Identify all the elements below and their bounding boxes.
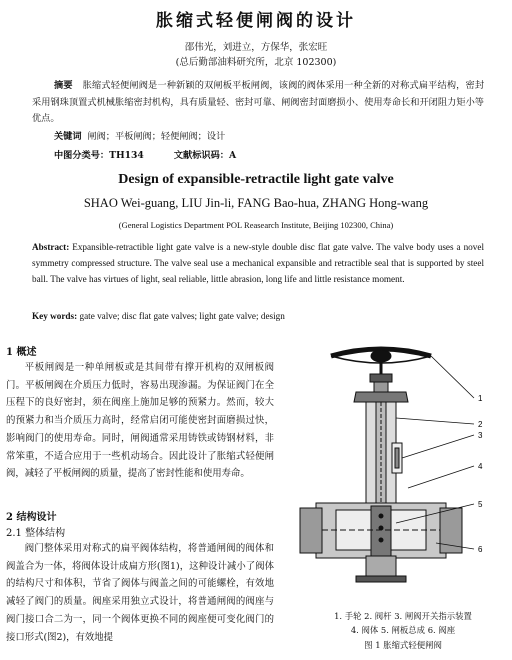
authors-en: SHAO Wei-guang, LIU Jin-li, FANG Bao-hua, ZHANG Hong-wang bbox=[83, 196, 429, 210]
figure-legend-line-2: 4. 阀体 5. 闸板总成 6. 阀座 bbox=[350, 625, 456, 635]
keywords-cn-label: 关键词 bbox=[54, 131, 82, 142]
clc-value: TH134 bbox=[109, 150, 144, 161]
keywords-en bbox=[32, 311, 484, 321]
figure-caption: 图 1 胀缩式轻便闸阀 bbox=[364, 640, 442, 650]
title-en: Design of expansible-retractile light gate valve bbox=[118, 172, 394, 187]
section2-1-heading: 2.1 整体结构 bbox=[6, 528, 66, 539]
section1-heading: 1 概述 bbox=[6, 347, 37, 358]
figure-label-4: 4 bbox=[478, 462, 483, 471]
abstract-cn-text: 胀缩式轻便闸阀是一种新颖的双闸板平板闸阀，该阀的阀体采用一种全新的对称式扁平结构，密封采用钢珠顶置式机械胀缩密封机构，具有质量轻、密封可靠、闸阀密封面磨损小、使用寿命长和开闭阻力矩小等优点。 bbox=[32, 80, 485, 124]
gate-valve-figure bbox=[296, 338, 502, 608]
clc-label: 中图分类号： bbox=[54, 150, 110, 161]
abstract-en bbox=[32, 240, 484, 287]
affiliation-cn: (总后勤部油料研究所，北京 102300) bbox=[175, 57, 337, 68]
section2-paragraph: 阀门整体采用对称式的扁平阀体结构，将普通闸阀的阀体和阀盖合为一体，将阀体设计成扁方形(图1)，这种设计减小了阀体的结构尺寸和体积，节省了阀体与阀盖之间的可能螺栓，有效地减轻了阀门的质量。阀座采用独立式设计，将普通闸阀的阀座与阀门接口合二为一，同一个阀体更换不同的阀座便可变化阀门的接口形式(图2)，有效地提 bbox=[6, 543, 274, 643]
section2-body bbox=[6, 540, 274, 646]
figure-legend-line-1: 1. 手轮 2. 阀杆 3. 闸阀开关指示装置 bbox=[334, 611, 472, 621]
affiliation-en: (General Logistics Department POL Reasearch Institute, Beijing 102300, China) bbox=[118, 220, 394, 230]
keywords-cn bbox=[54, 128, 225, 142]
valve-stem-housing-drawing bbox=[354, 374, 408, 522]
keywords-en-label: Key words: bbox=[32, 311, 78, 321]
abstract-cn bbox=[32, 78, 484, 128]
section2-heading: 2 结构设计 bbox=[6, 512, 57, 523]
section1-paragraph: 平板闸阀是一种单闸板或是其间带有撑开机构的双闸板阀门。平板闸阀在介质压力低时，容易出现渗漏。为保证阀门在全压程下的良好密封，须在阀座上施加足够的预紧力。然而，较大的预紧力和当介质压力高时，经常启闭可能使密封面磨损过快，影响阀门的使用寿命。同时，闸阀通常采用铸铁或铸钢材料，非常笨重，不适合应用于一些机动场合。因此设计了胀缩式轻便闸阀，减轻了平板闸阀的质量，提高了密封性能和使用寿命。 bbox=[6, 362, 274, 480]
figure-label-5: 5 bbox=[478, 500, 483, 509]
keywords-cn-text: 闸阀；平板闸阀；轻便闸阀；设计 bbox=[87, 131, 226, 142]
figure-label-2: 2 bbox=[478, 420, 483, 429]
classification-cn bbox=[54, 147, 236, 161]
figure-label-3: 3 bbox=[478, 431, 483, 440]
keywords-en-text: gate valve; disc flat gate valves; light gate valve; design bbox=[79, 311, 285, 321]
page-title: 胀缩式轻便闸阀的设计 bbox=[156, 11, 356, 31]
figure-label-6: 6 bbox=[478, 545, 483, 554]
authors-cn: 邵伟光，刘进立，方保华，张宏旺 bbox=[184, 42, 328, 53]
abstract-en-text: Expansible-retractible light gate valve is a new-style double disc flat gate valve. The valve body uses a novel symmetry compressed structure. The valve seal use a mechanical expansible and retractible seal that is supported by steel ball. The valve has virtues of light, seal reliable, little abrasion, long life and little resistance moment. bbox=[32, 242, 484, 284]
valve-body-drawing bbox=[300, 503, 462, 582]
abstract-en-label: Abstract: bbox=[32, 242, 70, 252]
doc-code-label: 文献标识码： bbox=[173, 150, 229, 161]
doc-code-value: A bbox=[228, 150, 237, 161]
abstract-cn-label: 摘要 bbox=[54, 80, 73, 91]
figure-label-1: 1 bbox=[478, 394, 483, 403]
section1-body bbox=[6, 359, 274, 483]
